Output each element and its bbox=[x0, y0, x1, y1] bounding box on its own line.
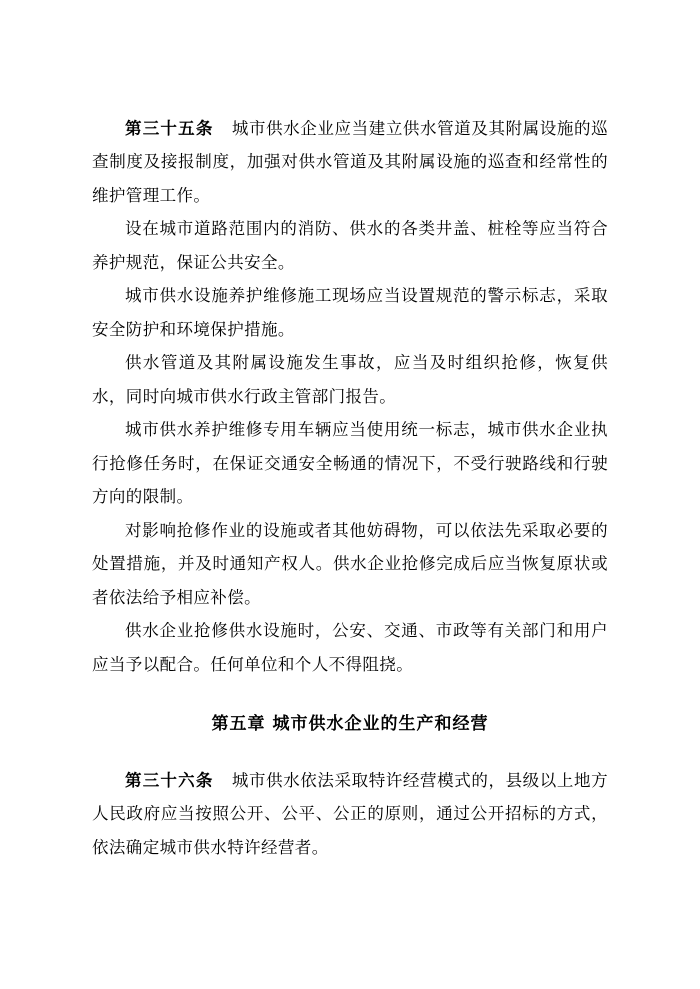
article-number: 第三十六条 bbox=[125, 770, 214, 790]
paragraph-3 bbox=[92, 346, 608, 413]
paragraph-text: 城市供水企业应当建立供水管道及其附属设施的巡查制度及接报制度，加强对供水管道及其附属设施的巡查和经常性的维护管理工作。 bbox=[92, 119, 608, 205]
paragraph-1 bbox=[92, 212, 608, 279]
paragraph-text: 城市供水设施养护维修施工现场应当设置规范的警示标志，采取安全防护和环境保护措施。 bbox=[92, 286, 608, 339]
paragraph-text: 城市供水养护维修专用车辆应当使用统一标志，城市供水企业执行抢修任务时，在保证交通安全畅通的情况下，不受行驶路线和行驶方向的限制。 bbox=[92, 420, 608, 507]
document-body bbox=[92, 112, 608, 864]
paragraph-6 bbox=[92, 614, 608, 681]
paragraph-article-35 bbox=[92, 112, 608, 212]
paragraph-text: 对影响抢修作业的设施或者其他妨碍物，可以依法先采取必要的处置措施，并及时通知产权人。供水企业抢修完成后应当恢复原状或者依法给予相应补偿。 bbox=[92, 520, 608, 607]
paragraph-4 bbox=[92, 413, 608, 513]
chapter-heading: 第五章 城市供水企业的生产和经营 bbox=[211, 714, 489, 735]
paragraph-text: 城市供水依法采取特许经营模式的，县级以上地方人民政府应当按照公开、公平、公正的原则，通过公开招标的方式，依法确定城市供水特许经营者。 bbox=[92, 770, 608, 857]
paragraph-text: 供水企业抢修供水设施时，公安、交通、市政等有关部门和用户应当予以配合。任何单位和个人不得阻挠。 bbox=[92, 621, 608, 674]
paragraph-text: 供水管道及其附属设施发生事故，应当及时组织抢修，恢复供水，同时向城市供水行政主管部门报告。 bbox=[92, 353, 608, 406]
paragraph-text: 设在城市道路范围内的消防、供水的各类井盖、桩栓等应当符合养护规范，保证公共安全。 bbox=[92, 219, 608, 272]
paragraph-5 bbox=[92, 514, 608, 614]
article-number: 第三十五条 bbox=[125, 119, 214, 138]
paragraph-article-36 bbox=[92, 764, 608, 864]
paragraph-2 bbox=[92, 279, 608, 346]
